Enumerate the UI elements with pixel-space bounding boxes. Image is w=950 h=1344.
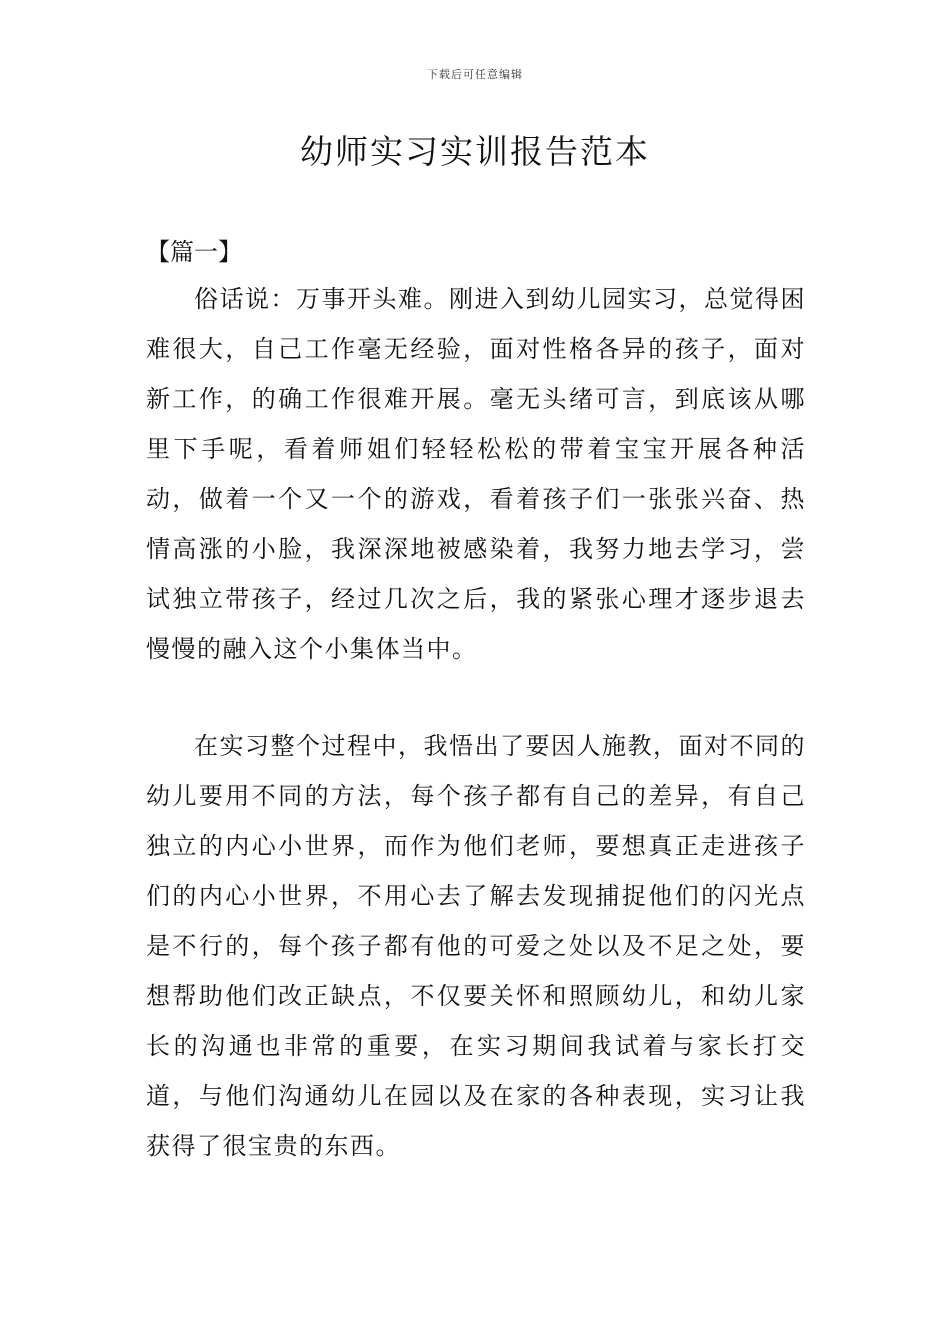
header-note: 下载后可任意编辑	[427, 68, 523, 81]
body-paragraph-2: 在实习整个过程中，我悟出了要因人施教，面对不同的幼儿要用不同的方法，每个孩子都有自己的差异，有自己独立的内心小世界，而作为他们老师，要想真正走进孩子们的内心小世界，不用心去了解去发现捕捉他们的闪光点是不行的，每个孩子都有他的可爱之处以及不足之处，要想帮助他们改正缺点，不仅要关怀和照顾幼儿，和幼儿家长的沟通也非常的重要，在实习期间我试着与家长打交道，与他们沟通幼儿在园以及在家的各种表现，实习让我获得了很宝贵的东西。	[146, 732, 806, 1160]
section-label: 【篇一】	[146, 238, 242, 266]
document-title: 幼师实习实训报告范本	[300, 132, 650, 171]
body-paragraph-1: 俗话说：万事开头难。刚进入到幼儿园实习，总觉得困难很大，自己工作毫无经验，面对性格各异的孩子，面对新工作，的确工作很难开展。毫无头绪可言，到底该从哪里下手呢，看着师姐们轻轻松松的带着宝宝开展各种活动，做着一个又一个的游戏，看着孩子们一张张兴奋、热情高涨的小脸，我深深地被感染着，我努力地去学习，尝试独立带孩子，经过几次之后，我的紧张心理才逐步退去慢慢的融入这个小集体当中。	[146, 285, 806, 663]
